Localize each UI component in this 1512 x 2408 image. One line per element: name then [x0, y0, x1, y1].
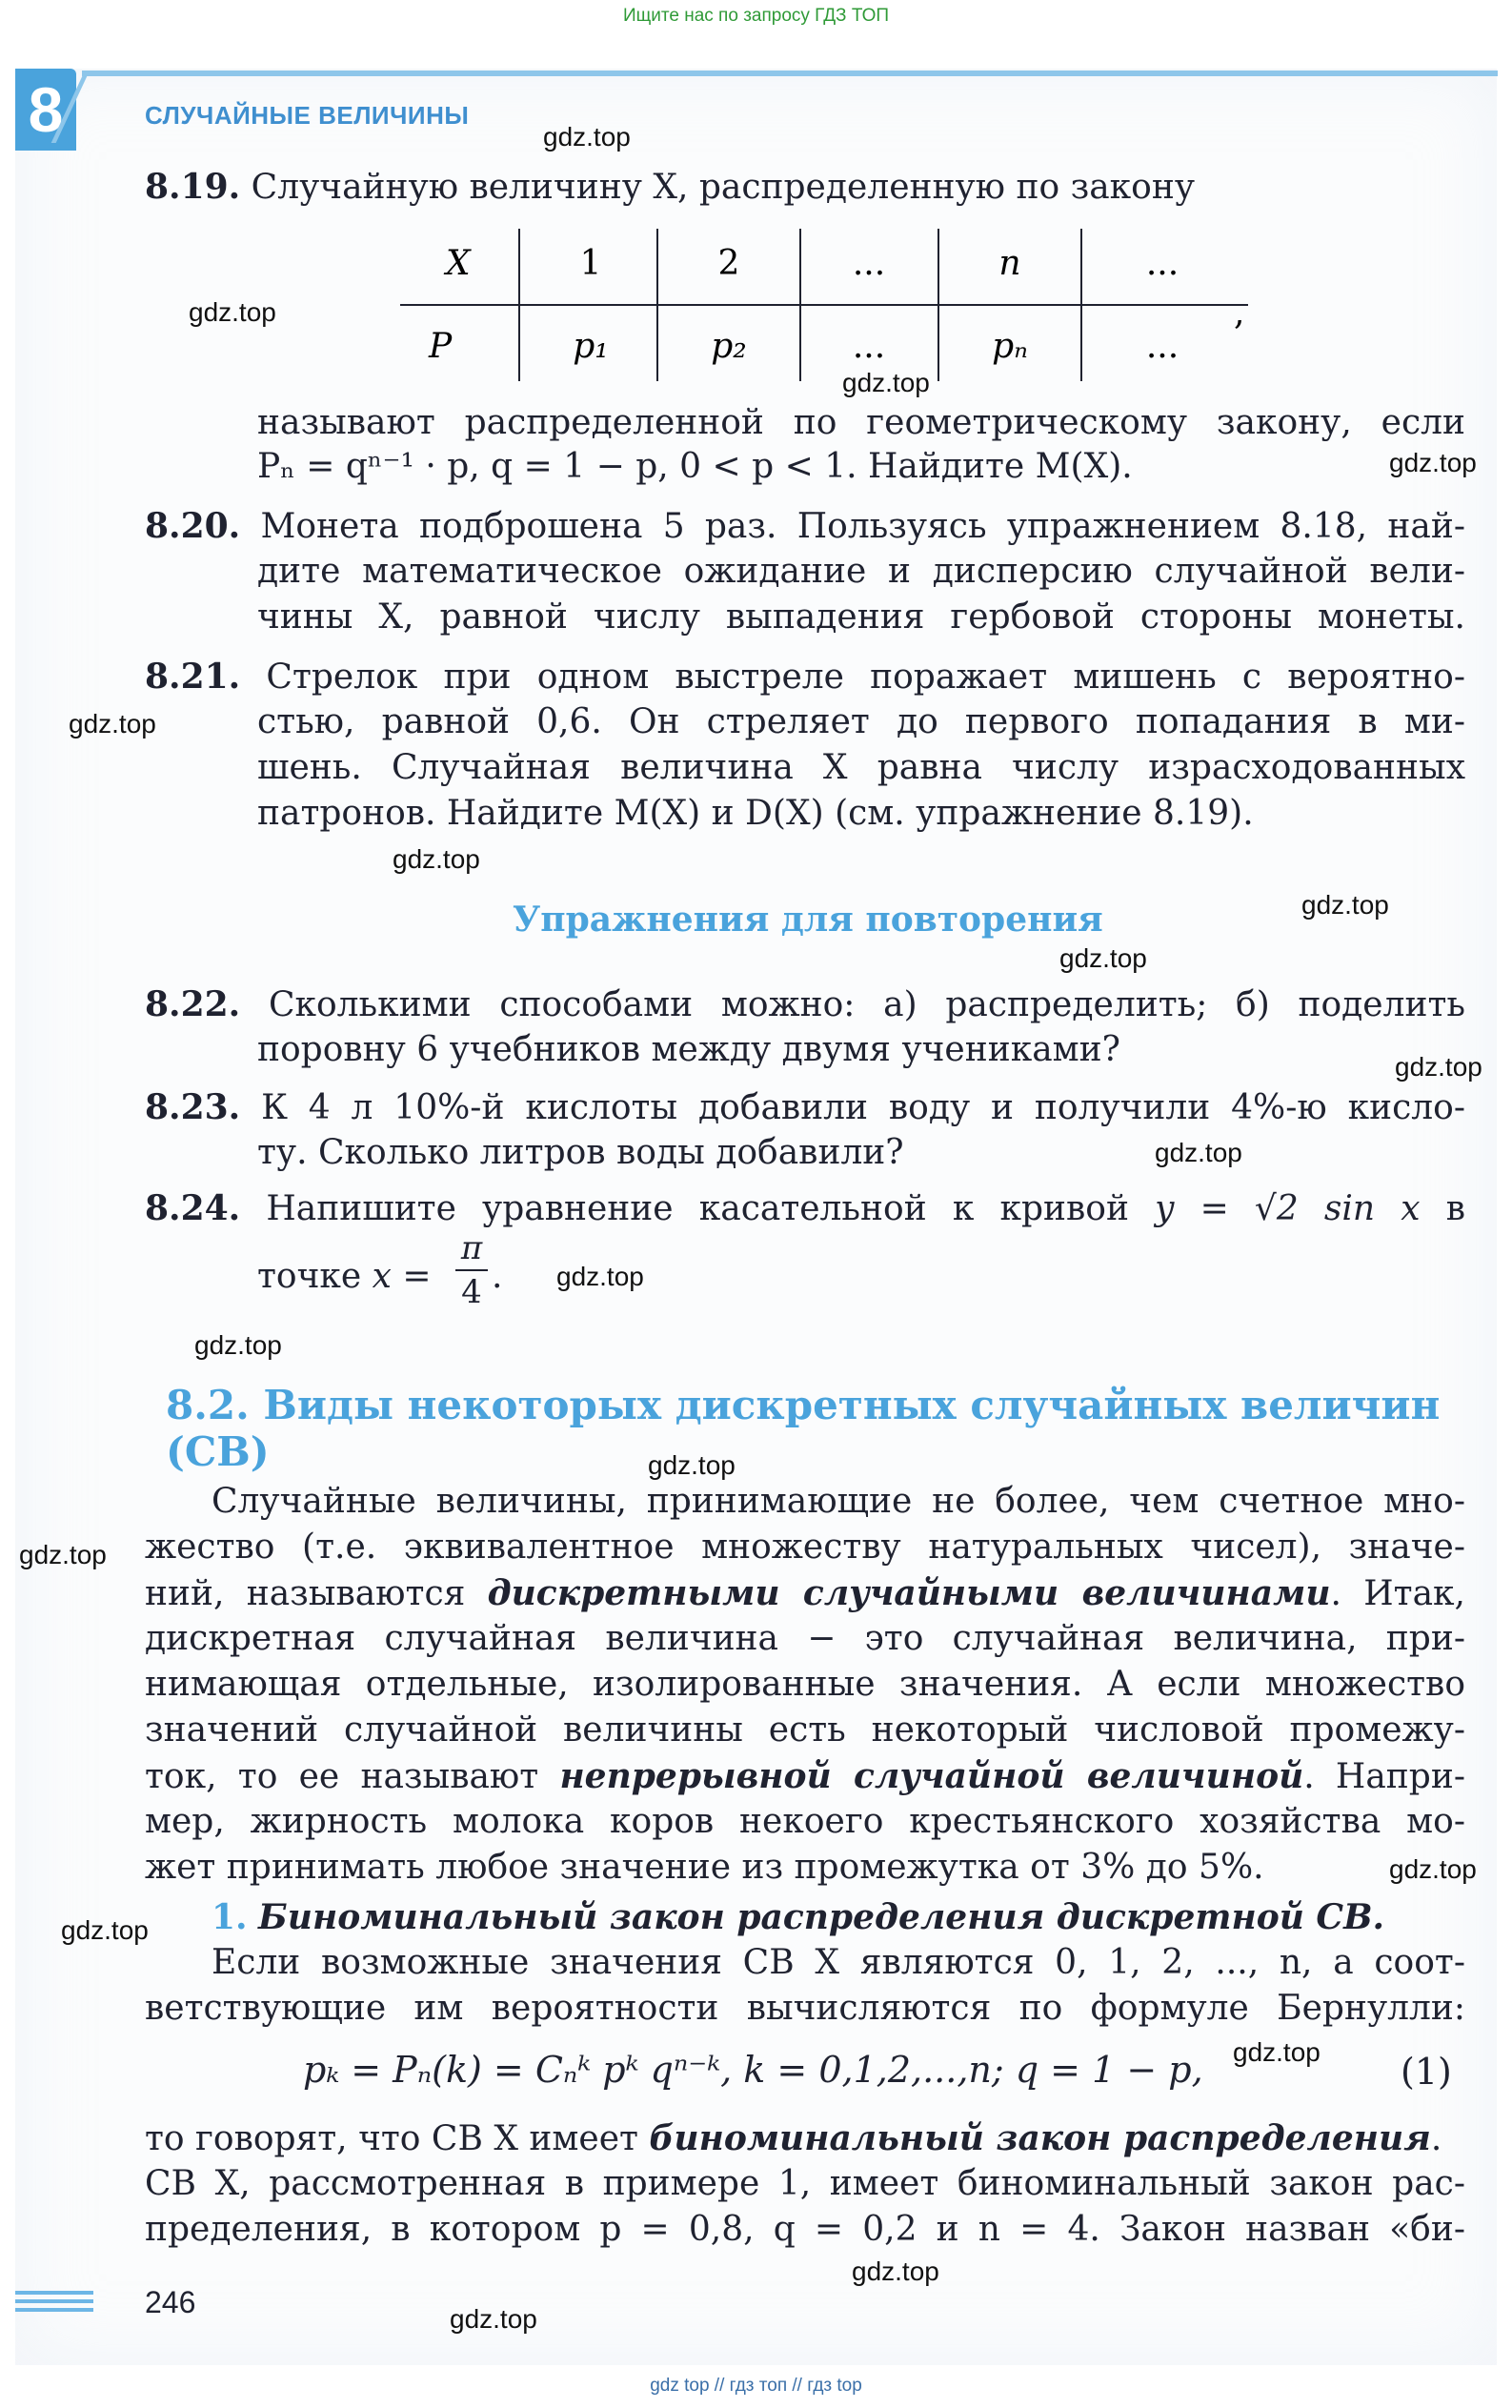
- distribution-table: [400, 229, 1258, 391]
- exercise-8-19-line3: Pₙ = qⁿ⁻¹ · p, q = 1 − p, 0 < p < 1. Найдите M(X).: [257, 447, 1133, 486]
- watermark: gdz.top: [556, 1262, 644, 1291]
- para1-line4: дискретная случайная величина − это случайная величина, при-: [145, 1619, 1465, 1658]
- text: .: [1430, 2119, 1442, 2158]
- text: . Итак,: [1330, 1574, 1465, 1613]
- para1-line7: [145, 1753, 1465, 1800]
- chapter-title: СЛУЧАЙНЫЕ ВЕЛИЧИНЫ: [145, 101, 470, 130]
- term-emphasis: биноминальный закон распределения: [649, 2118, 1431, 2158]
- watermark: gdz.top: [842, 368, 930, 397]
- watermark: gdz.top: [450, 2304, 537, 2334]
- fraction-period: .: [492, 1257, 503, 1296]
- term-emphasis: непрерывной случайной величиной: [559, 1756, 1304, 1796]
- table-p-label: P: [429, 327, 453, 366]
- text: ний, называются: [145, 1574, 466, 1613]
- para1-line3: [145, 1570, 1465, 1617]
- para3-line1: [145, 2115, 1441, 2162]
- table-p-cell: ...: [852, 327, 886, 366]
- fraction-numerator: π: [460, 1229, 483, 1267]
- exercise-8-21-line1: [145, 654, 1465, 700]
- bernoulli-formula: pₖ = Pₙ(k) = Cₙᵏ pᵏ qⁿ⁻ᵏ, k = 0,1,2,...,n; q = 1 − p,: [303, 2049, 1203, 2091]
- table-x-cell: 1: [579, 244, 602, 283]
- table-p-cell: p₂: [711, 327, 747, 366]
- subsection-number: 1.: [212, 1897, 248, 1937]
- text: . Напри-: [1303, 1757, 1465, 1796]
- page-number: 246: [145, 2285, 196, 2319]
- review-exercises-title: Упражнения для повторения: [513, 900, 1103, 940]
- table-x-cell: ...: [1145, 244, 1179, 283]
- exercise-8-19-line2: называют распределенной по геометрическому закону, если: [257, 403, 1465, 442]
- exercise-8-20-line3: чины X, равной числу выпадения гербовой стороны монеты.: [257, 597, 1465, 637]
- table-p-cell: pₙ: [992, 327, 1028, 366]
- exercise-8-20-line1: [145, 503, 1465, 550]
- watermark: gdz.top: [1301, 890, 1389, 920]
- exercise-8-24-line2: [257, 1254, 432, 1300]
- para1-line6: значений случайной величины есть некоторый числовой промежу-: [145, 1710, 1465, 1750]
- exercise-number: 8.21.: [145, 657, 241, 697]
- text: то говорят, что СВ X имеет: [145, 2119, 638, 2158]
- header-rule: [82, 71, 1498, 76]
- text: в: [1445, 1189, 1465, 1228]
- para1-line5: нимающая отдельные, изолированные значения. А если множество: [145, 1665, 1465, 1704]
- exercise-8-23-line2: ту. Сколько литров воды добавили?: [257, 1133, 904, 1172]
- exercise-8-22-line2: поровну 6 учебников между двумя учениками?: [257, 1030, 1120, 1069]
- text: Стрелок при одном выстреле поражает мишень с вероятно-: [266, 658, 1465, 697]
- section-title: 8.2. Виды некоторых дискретных случайных величин (СВ): [166, 1382, 1441, 1475]
- watermark: gdz.top: [19, 1540, 107, 1569]
- watermark: gdz.top: [61, 1915, 149, 1945]
- exercise-number: 8.24.: [145, 1188, 241, 1228]
- table-p-cell: ...: [1145, 327, 1179, 366]
- exercise-number: 8.22.: [145, 984, 241, 1024]
- table-x-label: X: [446, 244, 471, 283]
- exercise-number: 8.19.: [145, 167, 241, 207]
- footer-stripes-decor: [15, 2291, 93, 2317]
- para3-line3: пределения, в котором p = 0,8, q = 0,2 и n = 4. Закон назван «би-: [145, 2210, 1465, 2249]
- table-trailing-comma: ,: [1234, 293, 1245, 333]
- watermark: gdz.top: [189, 297, 276, 327]
- watermark: gdz.top: [1155, 1138, 1242, 1167]
- exercise-number: 8.23.: [145, 1087, 241, 1127]
- text: К 4 л 10%-й кислоты добавили воду и получили 4%-ю кисло-: [261, 1088, 1465, 1127]
- bottom-banner: gdz top // гдз топ // гдз top: [650, 2376, 862, 2396]
- subsection-1-title: [212, 1894, 1384, 1941]
- para1-line8: мер, жирность молока коров некоего крестьянского хозяйства мо-: [145, 1802, 1465, 1841]
- fraction-bar: [455, 1269, 488, 1271]
- exercise-8-21-line4: патронов. Найдите M(X) и D(X) (см. упражнение 8.19).: [257, 794, 1254, 833]
- para1-line2: жество (т.е. эквивалентное множеству натуральных чисел), значе-: [145, 1528, 1465, 1567]
- table-p-cell: p₁: [573, 327, 609, 366]
- watermark: gdz.top: [1059, 943, 1147, 973]
- term-emphasis: дискретными случайными величинами: [487, 1573, 1331, 1613]
- para2-line2: ветствующие им вероятности вычисляются по формуле Бернулли:: [145, 1989, 1465, 2028]
- text: ток, то ее называют: [145, 1757, 539, 1796]
- exercise-8-20-line2: дите математическое ожидание и дисперсию случайной вели-: [257, 552, 1465, 591]
- text: Монета подброшена 5 раз. Пользуясь упражнением 8.18, най-: [260, 507, 1465, 546]
- watermark: gdz.top: [852, 2256, 939, 2286]
- exercise-number: 8.20.: [145, 506, 241, 546]
- watermark: gdz.top: [648, 1450, 736, 1480]
- table-x-cell: n: [998, 244, 1021, 283]
- text: точке: [257, 1257, 362, 1296]
- table-x-cell: 2: [717, 244, 740, 283]
- watermark: gdz.top: [543, 122, 631, 152]
- text: Случайную величину X, распределенную по закону: [251, 168, 1196, 207]
- formula-inline: x =: [372, 1257, 432, 1296]
- fraction-denominator: 4: [461, 1273, 482, 1311]
- exercise-8-22-line1: [145, 981, 1465, 1028]
- formula-inline: y = √2 sin x: [1155, 1189, 1421, 1228]
- watermark: gdz.top: [1233, 2037, 1320, 2067]
- subsection-title: Биноминальный закон распределения дискретной СВ.: [258, 1897, 1385, 1937]
- watermark: gdz.top: [393, 844, 480, 874]
- para3-line2: СВ X, рассмотренная в примере 1, имеет биноминальный закон рас-: [145, 2164, 1465, 2203]
- exercise-8-19-line1: [145, 164, 1195, 211]
- para1-line9: жет принимать любое значение из промежутка от 3% до 5%.: [145, 1848, 1264, 1887]
- formula-number: (1): [1401, 2051, 1452, 2093]
- chapter-badge: 8: [15, 69, 76, 151]
- exercise-8-21-line3: шень. Случайная величина X равна числу израсходованных: [257, 748, 1465, 787]
- text: Напишите уравнение касательной к кривой: [266, 1189, 1129, 1228]
- watermark: gdz.top: [1395, 1052, 1482, 1082]
- para2-line1: Если возможные значения СВ X являются 0, 1, 2, ..., n, а соот-: [212, 1943, 1465, 1982]
- top-banner: Ищите нас по запросу ГДЗ ТОП: [622, 6, 890, 26]
- watermark: gdz.top: [1389, 448, 1477, 477]
- watermark: gdz.top: [194, 1330, 282, 1360]
- table-x-cell: ...: [852, 244, 886, 283]
- exercise-8-24-line1: [145, 1185, 1465, 1232]
- watermark: gdz.top: [1389, 1854, 1477, 1884]
- text: Сколькими способами можно: а) распределить; б) поделить: [268, 985, 1465, 1024]
- para1-line1: Случайные величины, принимающие не более, чем счетное мно-: [212, 1482, 1465, 1521]
- watermark: gdz.top: [69, 709, 156, 739]
- exercise-8-21-line2: стью, равной 0,6. Он стреляет до первого попадания в ми-: [257, 702, 1465, 741]
- exercise-8-23-line1: [145, 1084, 1465, 1131]
